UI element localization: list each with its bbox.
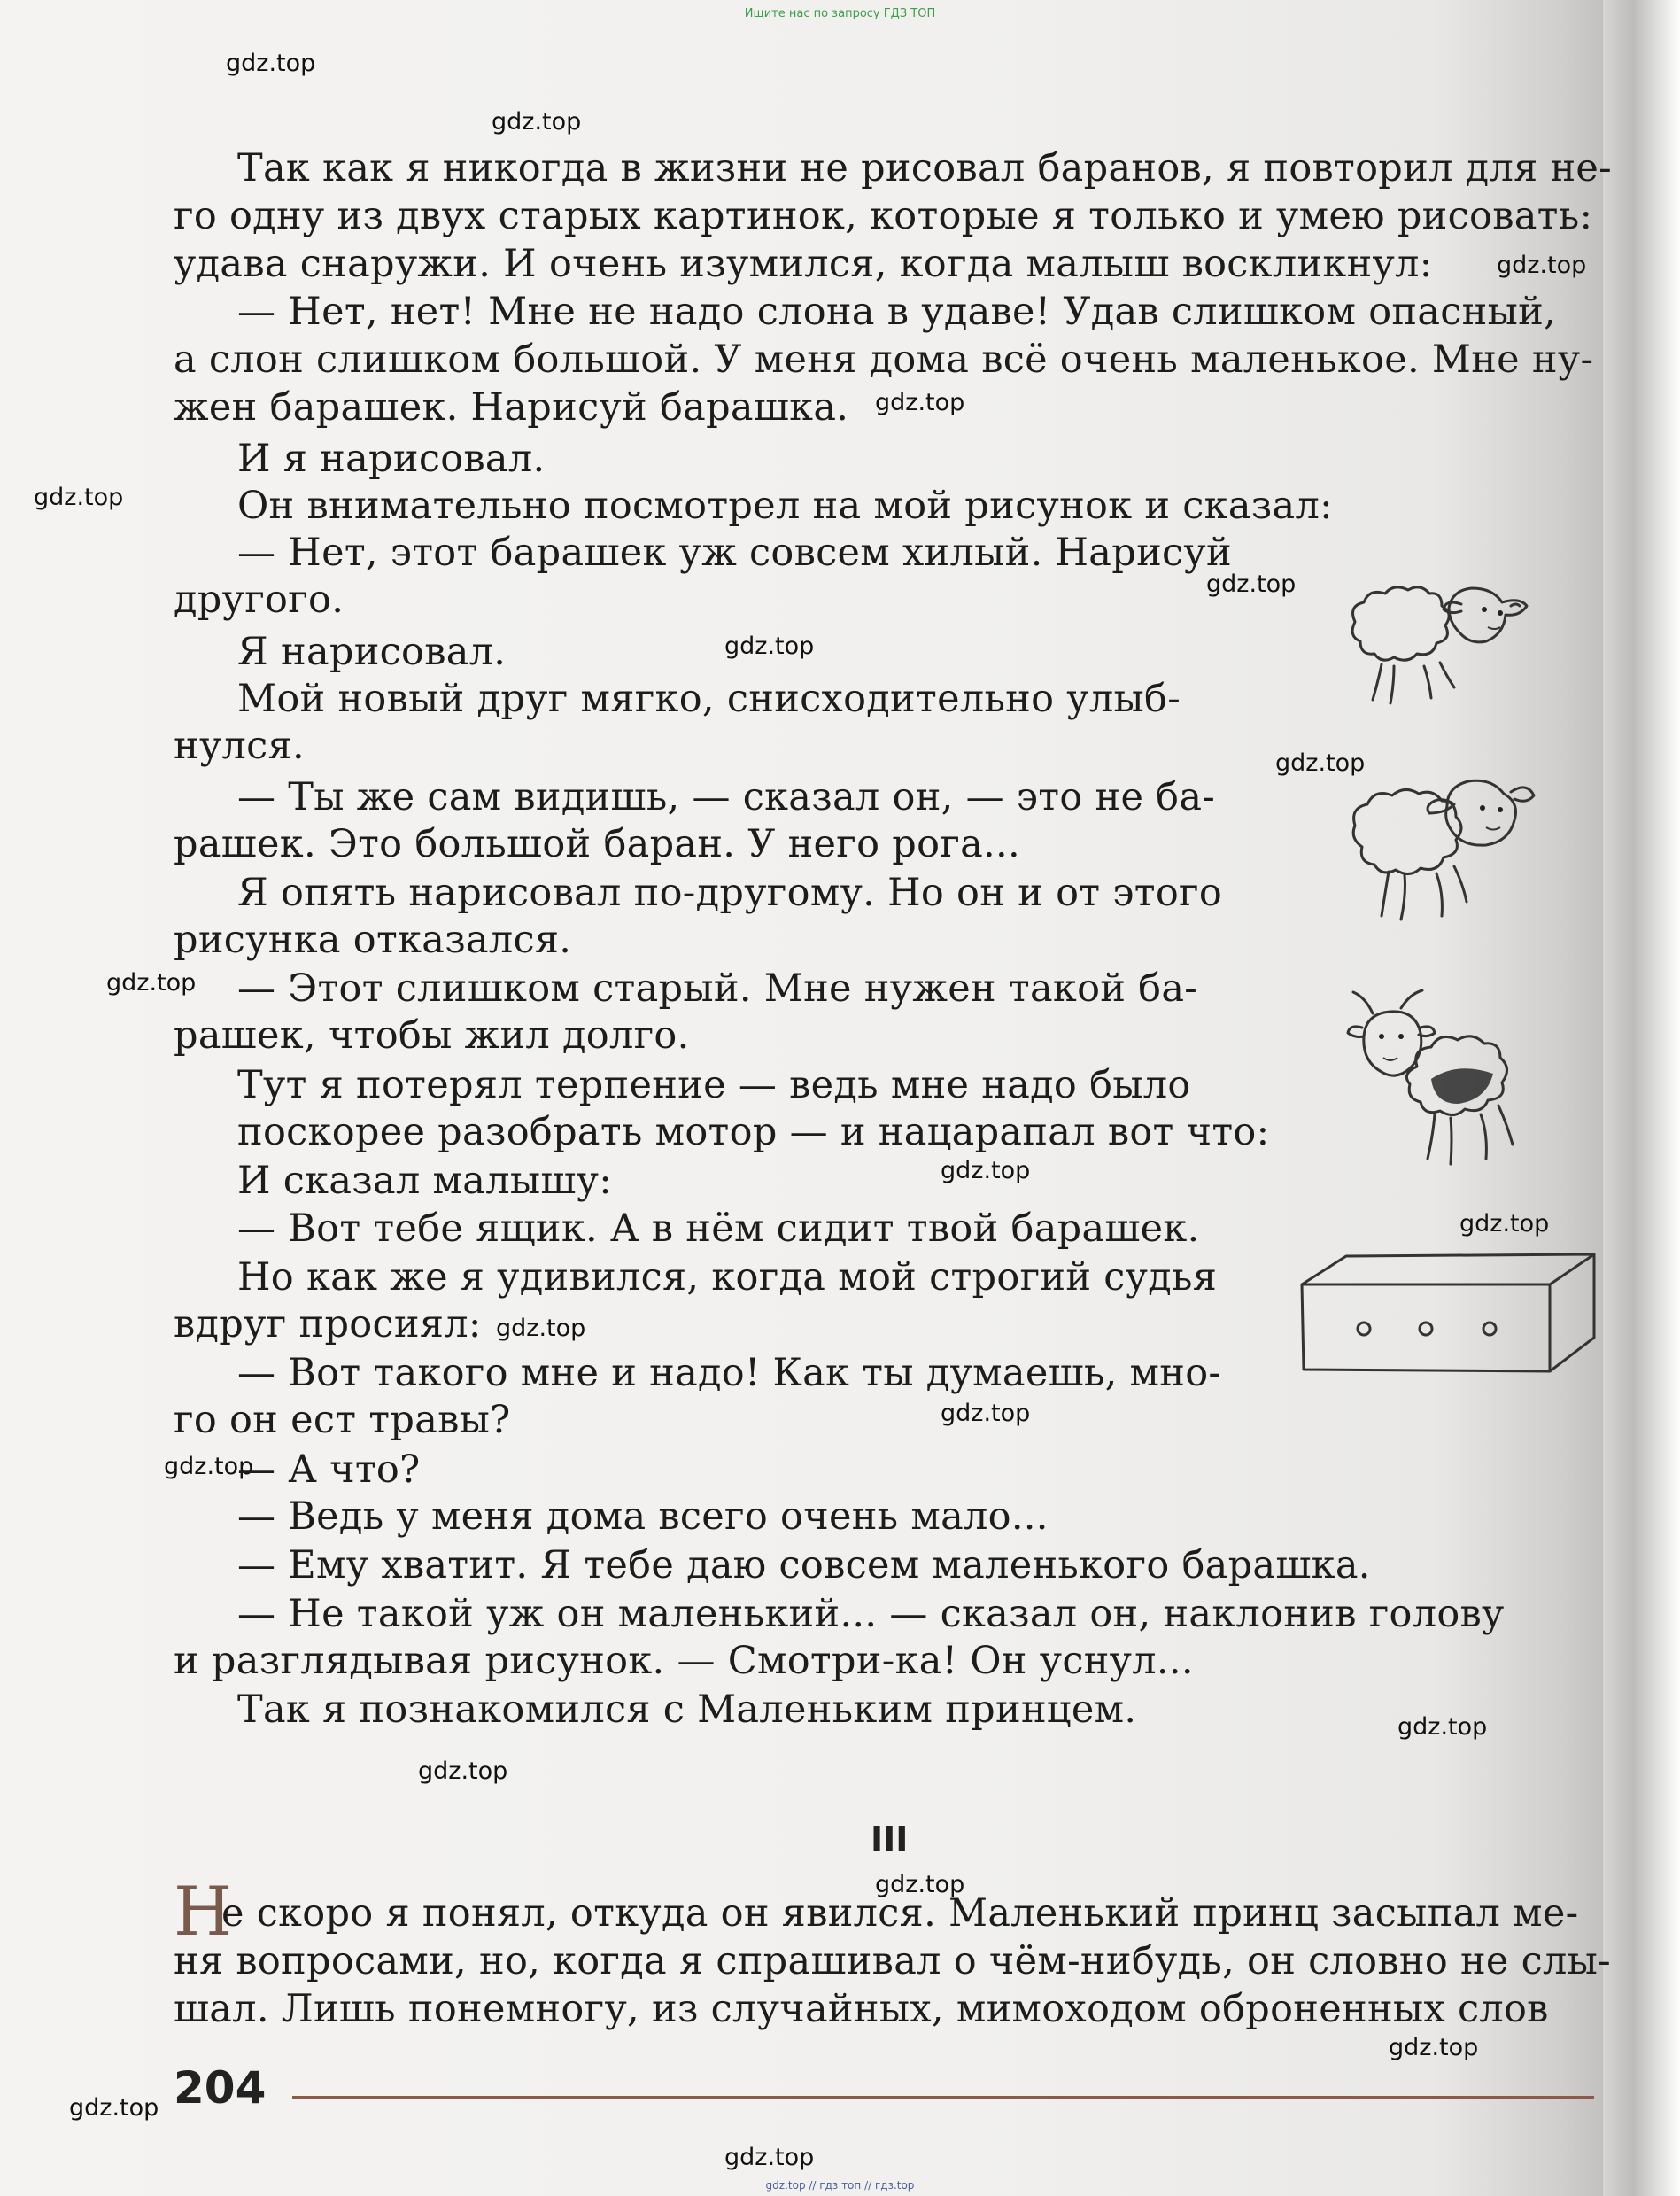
text-line: — Не такой уж он маленький... — сказал он, наклонив голову: [237, 1592, 1505, 1636]
box-drawing: [1293, 1249, 1603, 1382]
watermark: gdz.top: [34, 484, 124, 511]
watermark: gdz.top: [106, 969, 197, 997]
text-line: — Вот такого мне и надо! Как ты думаешь, мно-: [237, 1351, 1222, 1395]
text-line: — Ведь у меня дома всего очень мало...: [237, 1494, 1049, 1539]
text-line: Тут я потерял терпение — ведь мне надо было: [237, 1063, 1191, 1107]
sheep-sickly-drawing: [1328, 551, 1541, 719]
footer-note: gdz.top // гдз топ // гдз.top: [765, 2179, 915, 2192]
text-line: — Этот слишком старый. Мне нужен такой ба-: [237, 966, 1198, 1011]
sheep-old-drawing: [1346, 982, 1568, 1185]
text-line: другого.: [174, 578, 345, 622]
text-line: — Ты же сам видишь, — сказал он, — это не ба-: [237, 775, 1216, 819]
text-line: рашек, чтобы жил долго.: [174, 1013, 690, 1058]
text-line: шал. Лишь понемногу, из случайных, мимоходом оброненных слов: [174, 1987, 1549, 2031]
watermark: gdz.top: [724, 2144, 815, 2171]
text-line: рашек. Это большой баран. У него рога...: [174, 822, 1020, 866]
text-line: И я нарисовал.: [237, 437, 546, 481]
text-line: — Нет, этот барашек уж совсем хилый. Нарисуй: [237, 531, 1232, 575]
text-line: ня вопросами, но, когда я спрашивал о чём-нибудь, он словно не слы-: [174, 1939, 1612, 1983]
watermark: gdz.top: [418, 1758, 508, 1785]
text-line: поскорее разобрать мотор — и нацарапал вот что:: [237, 1110, 1270, 1154]
watermark: gdz.top: [1497, 252, 1587, 279]
footer-rule: [292, 2096, 1594, 2099]
text-line: вдруг просиял:: [174, 1302, 482, 1346]
book-spine-shadow: [1603, 0, 1680, 2196]
text-line: нулся.: [174, 724, 305, 768]
watermark: gdz.top: [941, 1400, 1031, 1427]
watermark: gdz.top: [1397, 1713, 1488, 1741]
chapter-number: III: [871, 1820, 909, 1858]
watermark: gdz.top: [69, 2094, 159, 2122]
text-line: — Вот тебе ящик. А в нём сидит твой барашек.: [237, 1207, 1200, 1251]
sheep-ram-drawing: [1337, 755, 1559, 950]
text-line: Я опять нарисовал по-другому. Но он и от этого: [237, 871, 1223, 915]
text-line: рисунка отказался.: [174, 918, 572, 962]
text-line: — А что?: [237, 1447, 421, 1492]
page-number: 204: [174, 2062, 267, 2114]
text-line: Он внимательно посмотрел на мой рисунок и сказал:: [237, 484, 1333, 528]
text-line: а слон слишком большой. У меня дома всё очень маленькое. Мне ну-: [174, 338, 1594, 382]
text-line: е скоро я понял, откуда он явился. Маленький принц засыпал ме-: [221, 1891, 1579, 1936]
watermark: gdz.top: [226, 50, 316, 77]
text-line: И сказал малышу:: [237, 1159, 613, 1203]
text-line: Но как же я удивился, когда мой строгий судья: [237, 1255, 1218, 1300]
text-line: го он ест травы?: [174, 1398, 511, 1442]
watermark: gdz.top: [724, 632, 815, 660]
watermark: gdz.top: [164, 1453, 254, 1480]
watermark: gdz.top: [875, 389, 965, 416]
text-line: Мой новый друг мягко, снисходительно улыб-: [237, 677, 1181, 721]
watermark: gdz.top: [941, 1157, 1031, 1184]
text-line: — Ему хватит. Я тебе даю совсем маленького барашка.: [237, 1543, 1371, 1587]
watermark: gdz.top: [1389, 2034, 1479, 2061]
text-line: Так я познакомился с Маленьким принцем.: [237, 1688, 1137, 1732]
watermark: gdz.top: [875, 1871, 965, 1898]
drop-cap: Н: [174, 1872, 233, 1951]
watermark: gdz.top: [1206, 570, 1297, 598]
watermark: gdz.top: [492, 108, 582, 136]
watermark: gdz.top: [1459, 1210, 1550, 1238]
text-line: го одну из двух старых картинок, которые я только и умею рисовать:: [174, 194, 1593, 238]
header-note: Ищите нас по запросу ГДЗ ТОП: [744, 7, 936, 20]
text-line: — Нет, нет! Мне не надо слона в удаве! Удав слишком опасный,: [237, 290, 1557, 334]
text-line: жен барашек. Нарисуй барашка.: [174, 385, 849, 430]
text-line: Так как я никогда в жизни не рисовал баранов, я повторил для не-: [237, 146, 1612, 190]
watermark: gdz.top: [496, 1315, 586, 1342]
text-line: удава снаружи. И очень изумился, когда малыш воскликнул:: [174, 242, 1433, 286]
watermark: gdz.top: [1275, 749, 1366, 777]
text-line: Я нарисовал.: [237, 630, 507, 674]
text-line: и разглядывая рисунок. — Смотри-ка! Он уснул...: [174, 1639, 1194, 1683]
